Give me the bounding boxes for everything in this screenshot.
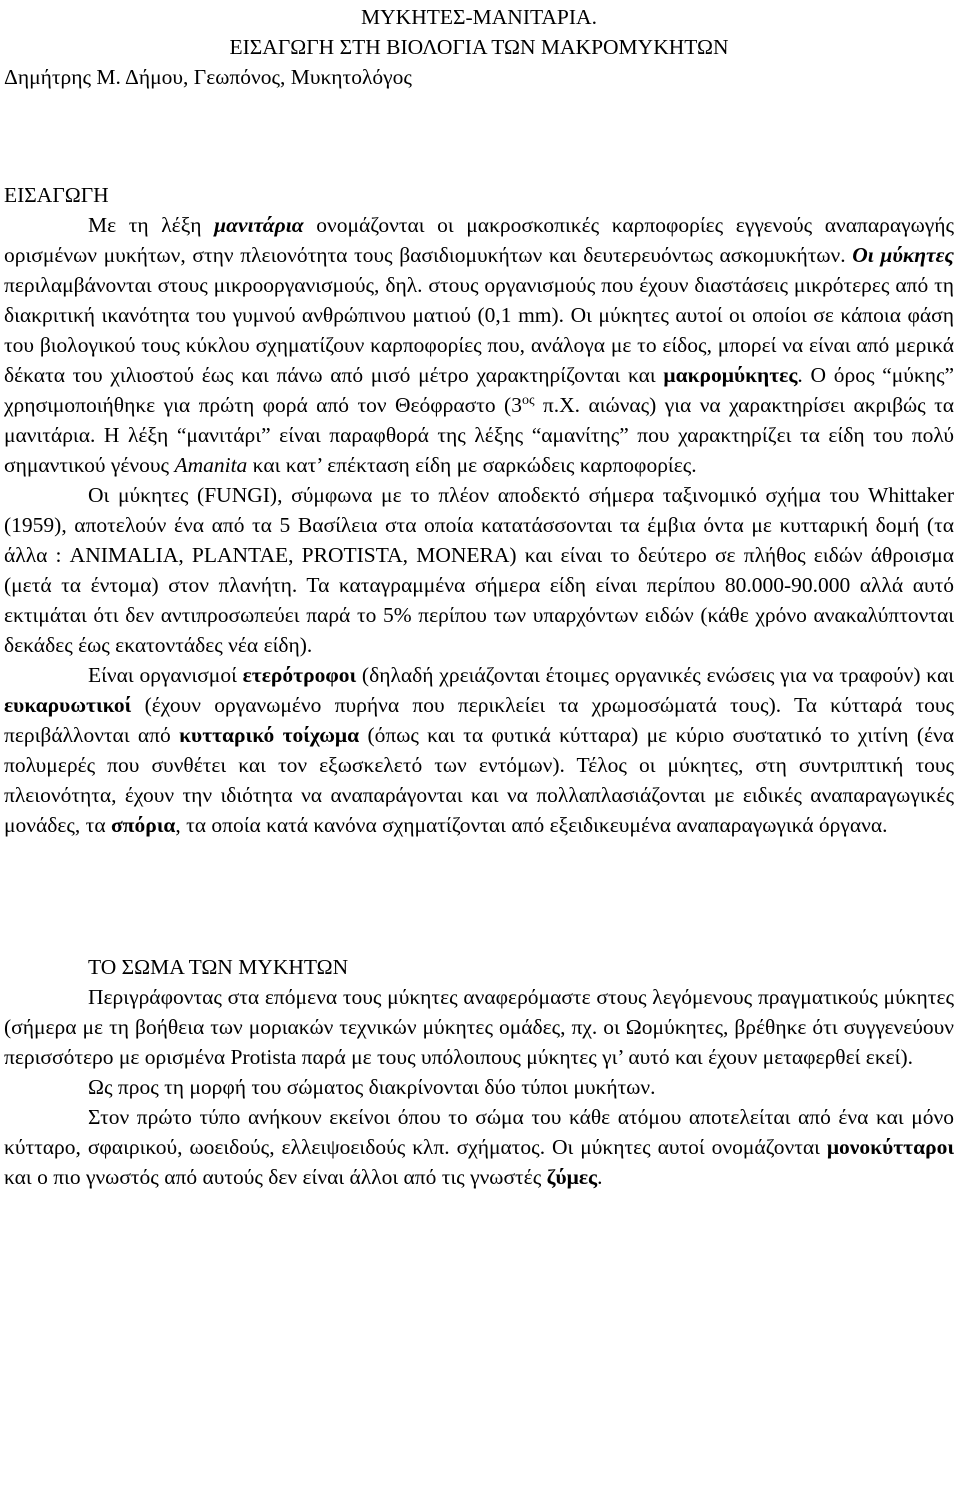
author-line: Δημήτρης Μ. Δήμου, Γεωπόνος, Μυκητολόγος: [4, 65, 412, 89]
text-run: και ο πιο γνωστός από αυτούς δεν είναι άλλοι από τις γνωστές: [4, 1165, 547, 1189]
term-zymes: ζύμες: [546, 1165, 598, 1189]
term-amanita: Amanita: [174, 453, 248, 477]
text-run: π.Χ. αιώνας) για να χαρακτηρίσει ακριβώς τα μανιτάρια. Η λέξη “μανιτάρι” είναι παραφθορά της λέξης “αμανίτης” που χαρακτηρίζει τα είδη του πολύ σημαντικού γένους: [4, 393, 954, 477]
term-eterotrofoi: ετερότροφοι: [242, 663, 357, 687]
section-heading-body: ΤΟ ΣΩΜΑ ΤΩΝ ΜΥΚΗΤΩΝ: [88, 955, 349, 979]
text-run: Με τη λέξη: [88, 213, 215, 237]
text-run: .: [597, 1165, 603, 1189]
document-title-line-1: ΜΥΚΗΤΕΣ-ΜΑΝΙΤΑΡΙΑ.: [361, 5, 597, 29]
text-run: (έχουν οργανωμένο πυρήνα που περικλείει τα χρωμοσώματά τους). Τα κύτταρά τους περιβάλλονται από: [4, 693, 954, 747]
document-title-line-2: ΕΙΣΑΓΩΓΗ ΣΤΗ ΒΙΟΛΟΓΙΑ ΤΩΝ ΜΑΚΡΟΜΥΚΗΤΩΝ: [229, 35, 729, 59]
intro-paragraph-2: Οι μύκητες (FUNGI), σύμφωνα με το πλέον αποδεκτό σήμερα ταξινομικό σχήμα του Whittaker (1959), αποτελούν ένα από τα 5 Βασίλεια στα οποία κατατάσσονται τα έμβια όντα με κυτταρική δομή (τα άλλα : ANIMALIA, PLANTAE, PROTISTA, MONERA) και είναι το δεύτερο σε πλήθος ειδών άθροισμα (μετά τα έντομα) στον πλανήτη. Τα καταγραμμένα σήμερα είδη είναι περίπου 80.000-90.000 αλλά αυτό εκτιμάται ότι δεν αντιπροσωπεύει παρά το 5% περίπου των υπαρχόντων ειδών (κάθε χρόνο ανακαλύπτονται δεκάδες έως εκατοντάδες νέα είδη).: [4, 483, 954, 657]
body-paragraph-3: [4, 1102, 954, 1192]
document-page: [0, 2, 960, 1192]
text-run: (όπως και τα φυτικά κύτταρα) με κύριο συστατικό το χιτίνη (ένα πολυμερές που συνθέτει και τον εξωσκελετό των εντόμων). Τέλος οι μύκητες, στη συντριπτική τους πλειονότητα, έχουν την ιδιότητα να αναπαράγονται και να πολλαπλασιάζονται με ειδικές αναπαραγωγικές μονάδες, τα: [4, 723, 954, 837]
term-monokyttaroi: μονοκύτταροι: [826, 1135, 954, 1159]
text-run: , τα οποία κατά κανόνα σχηματίζονται από εξειδικευμένα αναπαραγωγικά όργανα.: [175, 813, 888, 837]
term-kyttariko-toixoma: κυτταρικό τοίχωμα: [179, 723, 360, 747]
text-run: και κατ’ επέκταση είδη με σαρκώδεις καρποφορίες.: [247, 453, 697, 477]
term-makromykites: μακρομύκητες: [663, 363, 798, 387]
body-paragraph-2: Ως προς τη μορφή του σώματος διακρίνονται δύο τύποι μυκήτων.: [88, 1075, 656, 1099]
spacer: [4, 92, 954, 180]
term-manitaria: μανιτάρια: [214, 213, 304, 237]
spacer: [4, 840, 954, 952]
body-paragraph-1: Περιγράφοντας στα επόμενα τους μύκητες αναφερόμαστε στους λεγόμενους πραγματικούς μύκητες (σήμερα με τη βοήθεια των μοριακών τεχνικών μύκητες ομάδες, πχ. οι Ωομύκητες, βρέθηκε ότι συγγενεύουν περισσότερο με ορισμένα Protista παρά με τους υπόλοιπους μύκητες γι’ αυτό και έχουν μεταφερθεί εκεί).: [4, 985, 954, 1069]
text-run: ονομάζονται οι μακροσκοπικές καρποφορίες εγγενούς αναπαραγωγής ορισμένων μυκήτων, στην πλειονότητα τους βασιδιομυκήτων και δευτερευόντως ασκομυκήτων.: [4, 213, 955, 267]
term-oi-mykites: Οι μύκητες: [852, 243, 955, 267]
intro-paragraph-3: [4, 660, 954, 840]
section-heading-intro: ΕΙΣΑΓΩΓΗ: [4, 183, 109, 207]
term-eukaryotikoi: ευκαρυωτικοί: [4, 693, 132, 717]
text-run: Στον πρώτο τύπο ανήκουν εκείνοι όπου το σώμα του κάθε ατόμου αποτελείται από ένα και μόνο κύτταρο, σφαιρικού, ωοειδούς, ελλειψοειδούς κλπ. σχήματος. Οι μύκητες αυτοί ονομάζονται: [4, 1105, 954, 1159]
text-run: (δηλαδή χρειάζονται έτοιμες οργανικές ενώσεις για να τραφούν) και: [356, 663, 954, 687]
intro-paragraph-1: [4, 210, 954, 480]
superscript: ος: [521, 392, 535, 408]
term-sporia: σπόρια: [110, 813, 176, 837]
text-run: Είναι οργανισμοί: [88, 663, 243, 687]
text-run: . Ο όρος “μύκης” χρησιμοποιήθηκε για πρώτη φορά από τον Θεόφραστο (3: [4, 363, 954, 417]
text-run: περιλαμβάνονται στους μικροοργανισμούς, δηλ. στους οργανισμούς που έχουν διαστάσεις μικρότερες από τη διακριτική ικανότητα του γυμνού ανθρώπινου ματιού (0,1 mm). Οι μύκητες αυτοί οι οποίοι σε κάποια φάση του βιολογικού τους κύκλου σχηματίζουν καρποφορίες που, ανάλογα με το είδος, μπορεί να είναι από μερικά δέκατα του χιλιοστού έως και πάνω από μισό μέτρο χαρακτηρίζονται και: [4, 273, 954, 387]
